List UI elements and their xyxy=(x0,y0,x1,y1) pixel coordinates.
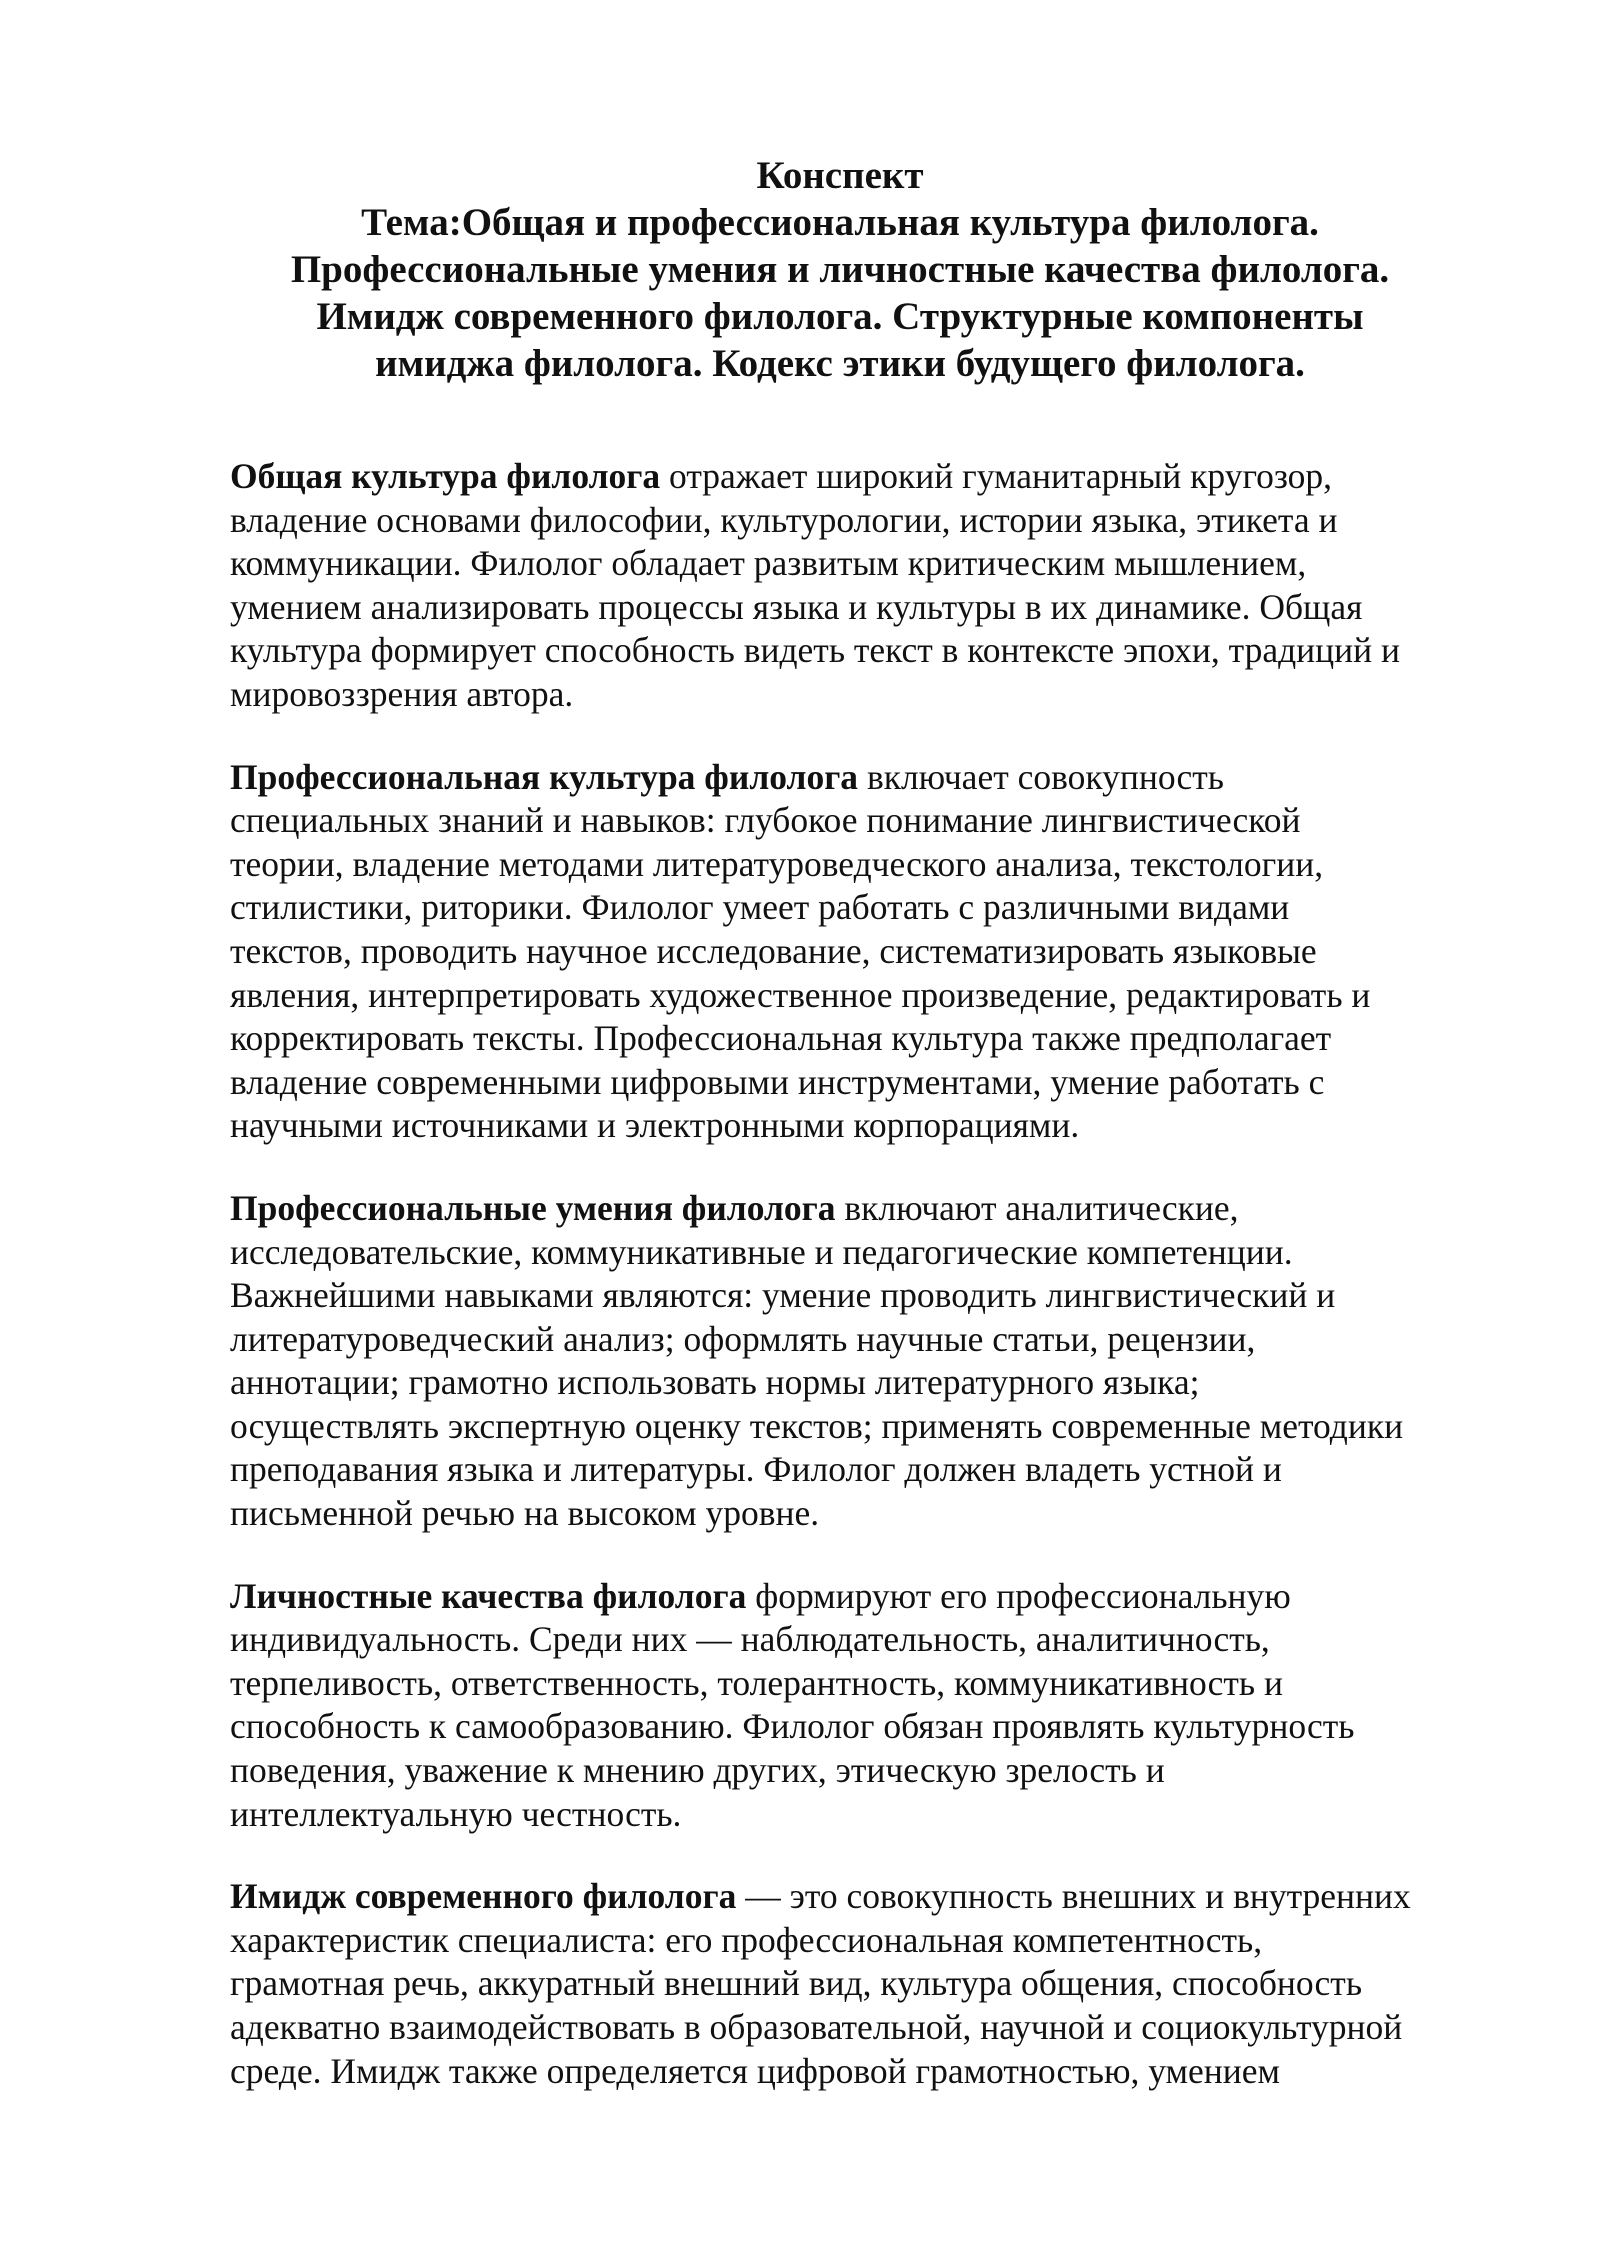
paragraph-line: корректировать тексты. Профессиональная культура также предполагает xyxy=(230,1018,1332,1059)
paragraph-line: умением анализировать процессы языка и культуры в их динамике. Общая xyxy=(230,586,1363,627)
paragraph-line xyxy=(230,756,1500,800)
paragraph-line: письменной речью на высоком уровне. xyxy=(230,1493,820,1534)
paragraph-line: исследовательские, коммуникативные и педагогические компетенции. xyxy=(230,1231,1293,1272)
section-lead: Общая культура филолога xyxy=(230,456,661,496)
paragraph-line: способность к самообразованию. Филолог обязан проявлять культурность xyxy=(230,1706,1355,1747)
topic-line: Тема:Общая и профессиональная культура филолога. xyxy=(361,201,1319,244)
section-general-culture xyxy=(230,455,1500,717)
paragraph-line: текстов, проводить научное исследование, систематизировать языковые xyxy=(230,930,1317,971)
title-block xyxy=(230,152,1450,387)
paragraph-line: владение современными цифровыми инструментами, умение работать с xyxy=(230,1061,1325,1102)
paragraph-text: формируют его профессиональную xyxy=(746,1575,1291,1616)
paragraph-line: мировоззрения автора. xyxy=(230,673,574,714)
paragraph-text: — это совокупность внешних и внутренних xyxy=(736,1876,1411,1917)
topic-line: Профессиональные умения и личностные качества филолога. xyxy=(290,248,1390,291)
paragraph-text: отражает широкий гуманитарный кругозор, xyxy=(660,456,1333,496)
section-lead: Профессиональные умения филолога xyxy=(230,1187,836,1228)
section-modern-image xyxy=(230,1875,1500,2093)
paragraph-line: поведения, уважение к мнению других, этическую зрелость и xyxy=(230,1750,1165,1791)
paragraph-line xyxy=(230,1575,1500,1619)
section-personal-qualities xyxy=(230,1575,1500,1837)
paragraph-line: осуществлять экспертную оценку текстов; применять современные методики xyxy=(230,1405,1404,1446)
document-body xyxy=(230,455,1500,2132)
paragraph-line: коммуникации. Филолог обладает развитым критическим мышлением, xyxy=(230,543,1307,584)
paragraph-line xyxy=(230,455,1500,499)
section-professional-skills xyxy=(230,1187,1500,1536)
paragraph-line: аннотации; грамотно использовать нормы литературного языка; xyxy=(230,1362,1200,1403)
paragraph-line: научными источниками и электронными корпорациями. xyxy=(230,1105,1080,1146)
paragraph-line: интеллектуальную честность. xyxy=(230,1793,682,1834)
paragraph-line: владение основами философии, культурологии, истории языка, этикета и xyxy=(230,499,1338,540)
paragraph-line: специальных знаний и навыков: глубокое понимание лингвистической xyxy=(230,800,1301,841)
paragraph-line: преподавания языка и литературы. Филолог должен владеть устной и xyxy=(230,1449,1282,1490)
paragraph-line: адекватно взаимодействовать в образовательной, научной и социокультурной xyxy=(230,2007,1403,2047)
document-heading: Конспект xyxy=(756,154,924,197)
paragraph-line xyxy=(230,1187,1500,1231)
section-lead: Личностные качества филолога xyxy=(230,1575,747,1616)
paragraph-line: характеристик специалиста: его профессиональная компетентность, xyxy=(230,1919,1263,1960)
paragraph-line: стилистики, риторики. Филолог умеет работать с различными видами xyxy=(230,887,1290,928)
paragraph-line: литературоведческий анализ; оформлять научные статьи, рецензии, xyxy=(230,1318,1256,1359)
paragraph-text: включает совокупность xyxy=(858,756,1224,797)
topic-line: имиджа филолога. Кодекс этики будущего филолога. xyxy=(375,342,1305,385)
paragraph-line: теории, владение методами литературоведческого анализа, текстологии, xyxy=(230,843,1324,884)
topic-line: Имидж современного филолога. Структурные компоненты xyxy=(316,295,1364,338)
paragraph-line: Важнейшими навыками являются: умение проводить лингвистический и xyxy=(230,1275,1336,1316)
section-lead: Имидж современного филолога xyxy=(230,1876,737,1917)
section-lead: Профессиональная культура филолога xyxy=(230,756,859,797)
paragraph-line: явления, интерпретировать художественное произведение, редактировать и xyxy=(230,974,1371,1015)
paragraph-line: терпеливость, ответственность, толерантность, коммуникативность и xyxy=(230,1662,1283,1703)
section-professional-culture xyxy=(230,756,1500,1148)
paragraph-line xyxy=(230,1875,1500,1919)
paragraph-line: индивидуальность. Среди них — наблюдательность, аналитичность, xyxy=(230,1619,1270,1660)
paragraph-line: культура формирует способность видеть текст в контексте эпохи, традиций и xyxy=(230,630,1401,671)
paragraph-text: включают аналитические, xyxy=(835,1187,1239,1228)
paragraph-line: грамотная речь, аккуратный внешний вид, культура общения, способность xyxy=(230,1963,1363,2004)
paragraph-line: среде. Имидж также определяется цифровой грамотностью, умением xyxy=(230,2050,1280,2091)
